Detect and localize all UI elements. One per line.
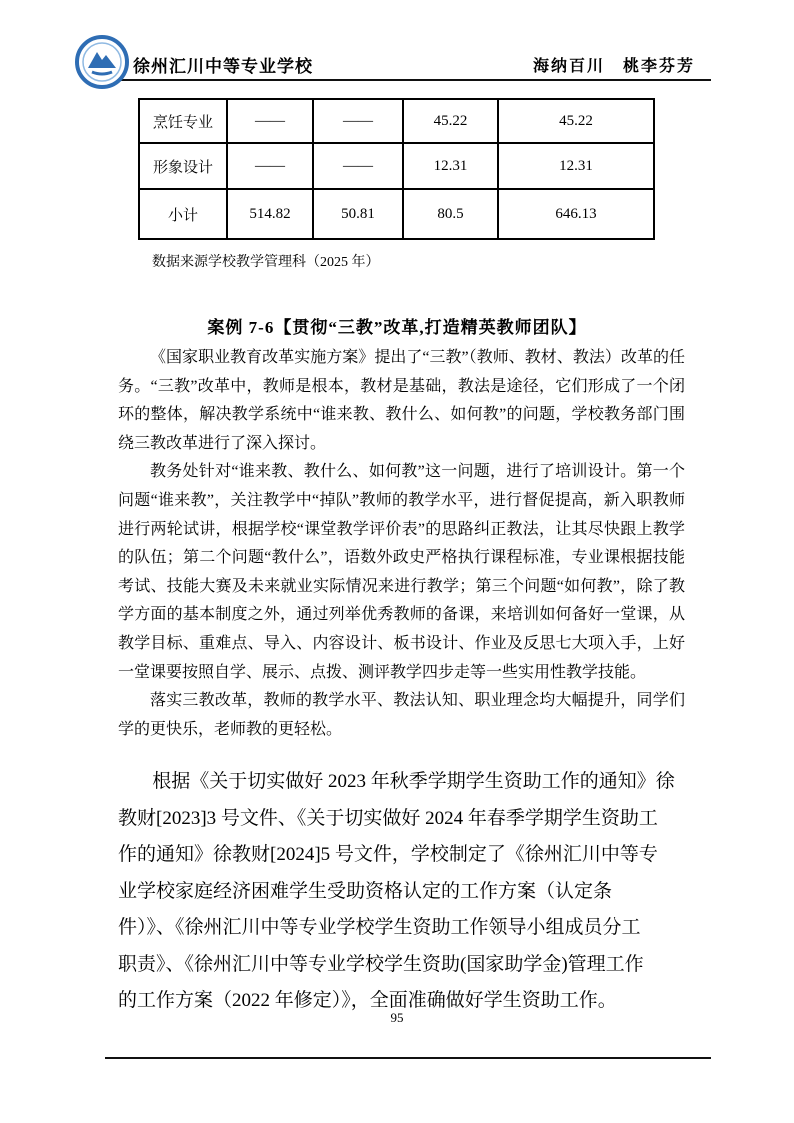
footer-divider [105,1057,711,1059]
table-cell: 45.22 [403,99,498,143]
table-row [139,143,654,189]
paragraph: 《国家职业教育改革实施方案》提出了“三教”（教师、教材、教法）改革的任务。“三教”改革中，教师是根本，教材是基础，教法是途径，它们形成了一个闭环的整体，解决教学系统中“谁来教、教什么、如何教”的问题，学校教务部门围绕三教改革进行了深入探讨。 [118,349,685,452]
table-row [139,189,654,239]
funding-section [118,764,718,1020]
page-number: 95 [390,1010,404,1025]
text-line: 教财[2023]3 号文件、《关于切实做好 2024 年春季学期学生资助工 [118,807,658,829]
text-line: 业学校家庭经济困难学生受助资格认定的工作方案（认定条 [118,880,613,902]
table-cell: 小计 [139,189,227,239]
table-cell: 12.31 [498,143,654,189]
school-badge-icon [75,35,129,89]
table-cell: 形象设计 [139,143,227,189]
statistics-table [138,98,655,240]
table-source-note: 数据来源学校教学管理科（2025 年） [152,255,380,270]
table-cell: 514.82 [227,189,313,239]
header-divider [103,79,711,81]
table-cell: 12.31 [403,143,498,189]
table-row [139,99,654,143]
text-line: 件）》、《徐州汇川中等专业学校学生资助工作领导小组成员分工 [118,917,641,938]
table-cell: —— [227,143,313,189]
statistics-table-body [139,99,654,239]
table-cell: 50.81 [313,189,403,239]
school-logo-icon [75,35,129,89]
text-line: 根据《关于切实做好 2023 年秋季学期学生资助工作的通知》徐 [152,771,675,792]
school-name: 徐州汇川中等专业学校 [133,57,313,76]
case-heading: 案例 7-6【贯彻“三教”改革,打造精英教师团队】 [207,318,587,337]
text-line: 作的通知》徐教财[2024]5 号文件，学校制定了《徐州汇川中等专 [118,844,658,865]
table-cell: 646.13 [498,189,654,239]
table-cell: —— [313,99,403,143]
text-line: 职责》、《徐州汇川中等专业学校学生资助(国家助学金)管理工作 [118,953,644,975]
table-cell: 烹饪专业 [139,99,227,143]
paragraph: 落实三教改革，教师的教学水平、教法认知、职业理念均大幅提升，同学们学的更快乐，老师教的更轻松。 [118,692,685,738]
school-slogan: 海纳百川 桃李芬芳 [533,58,696,75]
table-cell: 80.5 [403,189,498,239]
paragraph: 教务处针对“谁来教、教什么、如何教”这一问题，进行了培训设计。第一个问题“谁来教”，关注教学中“掉队”教师的教学水平，进行督促提高，新入职教师进行两轮试讲，根据学校“课堂教学评价表”的思路纠正教法，让其尽快跟上教学的队伍；第二个问题“教什么”，语数外政史严格执行课程标准，专业课根据技能考试、技能大赛及未来就业实际情况来进行教学；第三个问题“如何教”，除了教学方面的基本制度之外，通过列举优秀教师的备课，来培训如何备好一堂课，从教学目标、重难点、导入、内容设计、板书设计、作业及反思七大项入手，上好一堂课要按照自学、展示、点拨、测评教学四步走等一些实用性教学技能。 [118,463,685,681]
table-cell: 45.22 [498,99,654,143]
case-body [118,344,685,744]
text-line: 的工作方案（2022 年修定）》，全面准确做好学生资助工作。 [118,990,617,1011]
table-cell: —— [227,99,313,143]
table-cell: —— [313,143,403,189]
